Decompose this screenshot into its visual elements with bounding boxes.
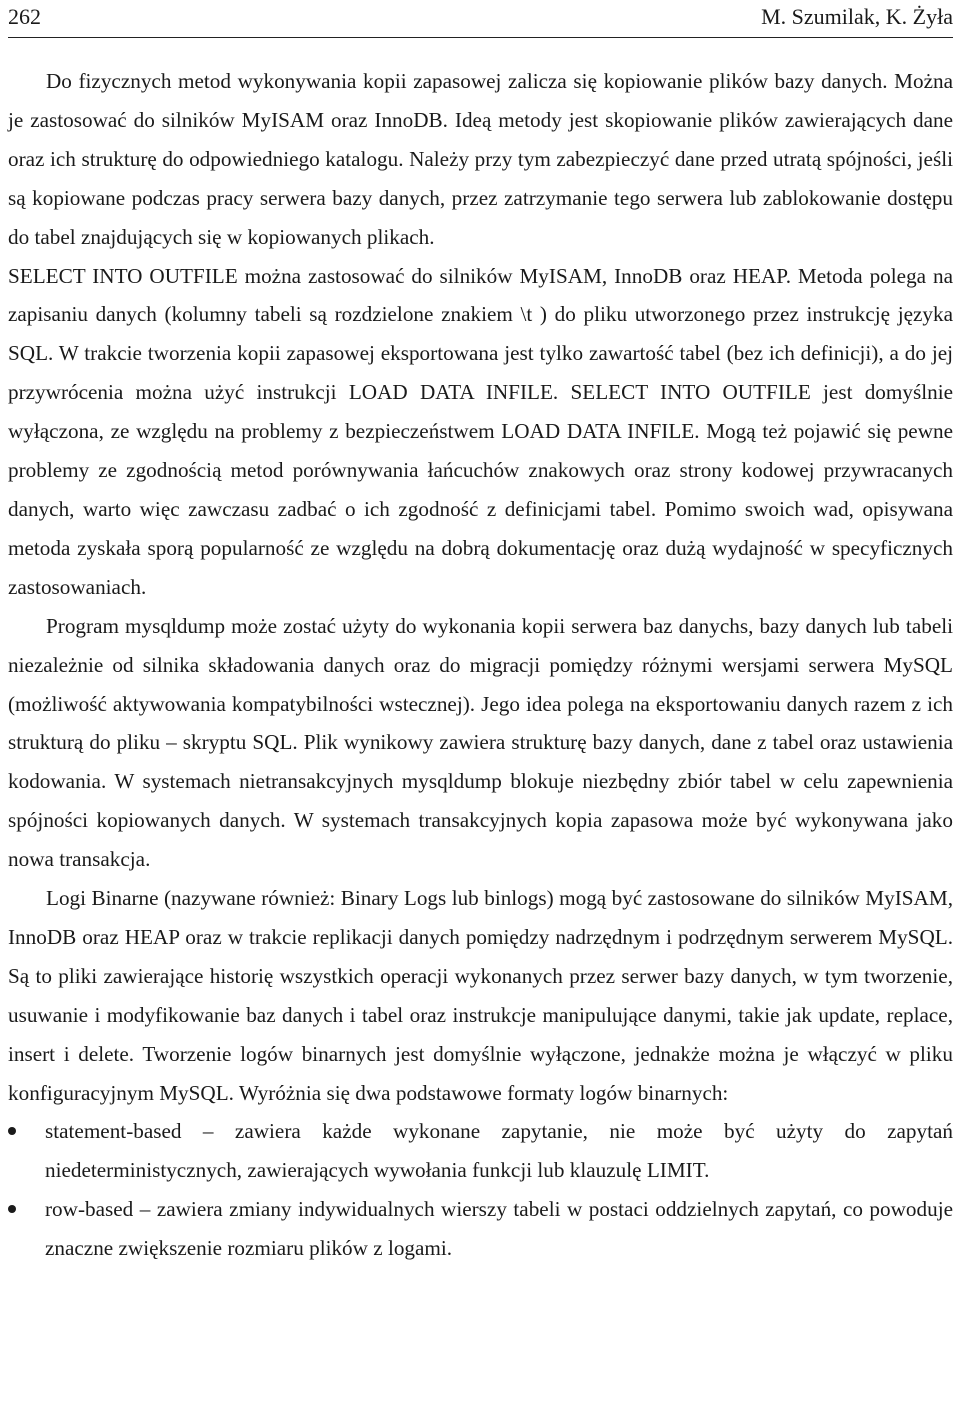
binlog-formats-list [8,1112,953,1268]
paragraph-select-into-outfile: SELECT INTO OUTFILE można zastosować do silników MyISAM, InnoDB oraz HEAP. Metoda polega na zapisaniu danych (kolumny tabeli są rozdzielone znakiem \t ) do pliku utworzonego przez instrukcję języka SQL. W trakcie tworzenia kopii zapasowej eksportowana jest tylko zawartość tabel (bez ich definicji), a do jej przywrócenia można użyć instrukcji LOAD DATA INFILE. SELECT INTO OUTFILE jest domyślnie wyłączona, ze względu na problemy z bezpieczeństwem LOAD DATA INFILE. Mogą też pojawić się pewne problemy ze zgodnością metod porównywania łańcuchów znakowych oraz strony kodowej przywracanych danych, warto więc zawczasu zadbać o ich zgodność z definicjami tabel. Pomimo swoich wad, opisywana metoda zyskała sporą popularność ze względu na dobrą dokumentację oraz dużą wydajność w specyficznych zastosowaniach. [8,263,953,599]
list-item-text: statement-based – zawiera każde wykonane zapytanie, nie może być użyty do zapytań niedeterministycznych, zawierających wywołania funkcji lub klauzulę LIMIT. [45,1119,953,1183]
bullet-icon [8,1127,16,1135]
list-item [8,1190,953,1268]
list-item [8,1112,953,1190]
page-number: 262 [8,4,41,29]
paragraph-physical-copy: Do fizycznych metod wykonywania kopii zapasowej zalicza się kopiowanie plików bazy danych. Można je zastosować do silników MyISAM oraz InnoDB. Ideą metody jest skopiowanie plików zawierających dane oraz ich strukturę do odpowiedniego katalogu. Należy przy tym zabezpieczyć dane przed utratą spójności, jeśli są kopiowane podczas pracy serwera bazy danych, przez zatrzymanie tego serwera lub zablokowanie dostępu do tabel znajdujących się w kopiowanych plikach. [8,69,953,249]
document-page [8,0,953,1268]
paragraph-binary-logs: Logi Binarne (nazywane również: Binary Logs lub binlogs) mogą być zastosowane do silników MyISAM, InnoDB oraz HEAP oraz w trakcie replikacji danych pomiędzy nadrzędnym i podrzędnym serwerem MySQL. Są to pliki zawierające historię wszystkich operacji wykonanych przez serwer bazy danych, w tym tworzenie, usuwanie i modyfikowanie baz danych i tabel oraz instrukcje manipulujące danymi, takie jak update, replace, insert i delete. Tworzenie logów binarnych jest domyślnie wyłączone, jednakże można je włączyć w pliku konfiguracyjnym MySQL. Wyróżnia się dwa podstawowe formaty logów binarnych: [8,886,953,1105]
running-header [8,4,953,38]
body-text [8,62,953,1268]
paragraph-mysqldump: Program mysqldump może zostać użyty do wykonania kopii serwera baz danychs, bazy danych lub tabeli niezależnie od silnika składowania danych oraz do migracji pomiędzy różnymi wersjami serwera MySQL (możliwość aktywowania kompatybilności wstecznej). Jego idea polega na eksportowaniu danych razem z ich strukturą do pliku – skryptu SQL. Plik wynikowy zawiera strukturę bazy danych, dane z tabel oraz ustawienia kodowania. W systemach nietransakcyjnych mysqldump blokuje niezbędny zbiór tabel w celu zapewnienia spójności kopiowanych danych. W systemach transakcyjnych kopia zapasowa może być wykonywana jako nowa transakcja. [8,613,953,872]
running-header-authors: M. Szumilak, K. Żyła [761,4,953,29]
bullet-icon [8,1205,16,1213]
list-item-text: row-based – zawiera zmiany indywidualnych wierszy tabeli w postaci oddzielnych zapytań, co powoduje znaczne zwiększenie rozmiaru plików z logami. [45,1197,953,1261]
